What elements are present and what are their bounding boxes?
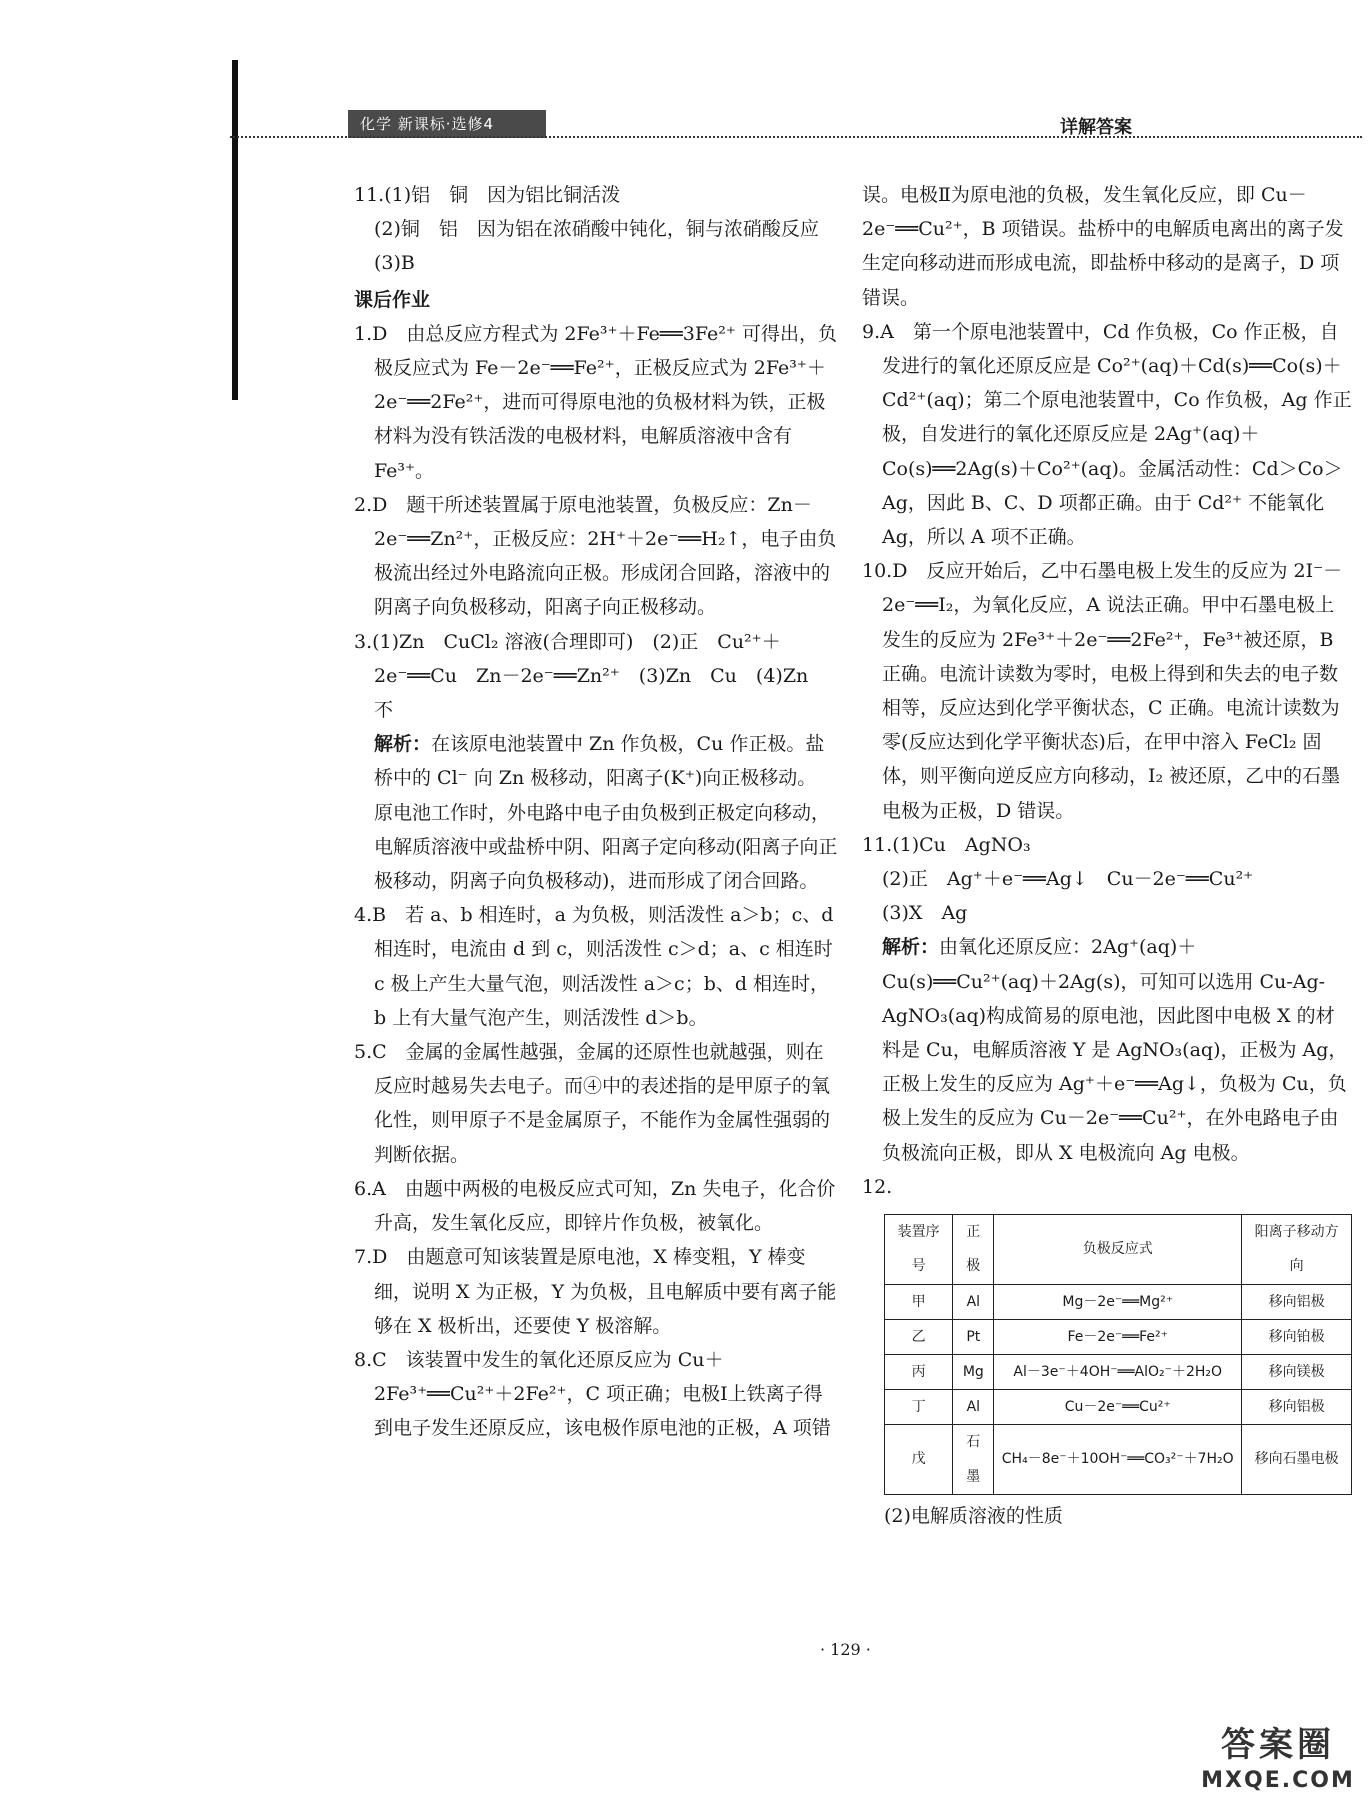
table-cell: 甲: [885, 1284, 953, 1319]
answer-line: (1)铝 铜 因为铝比铜活泼: [384, 184, 621, 206]
table-cell: 石墨: [953, 1425, 994, 1494]
table-cell: 移向镁极: [1242, 1354, 1352, 1389]
answer-number: 6.: [354, 1177, 373, 1200]
answer-text: (1)Zn CuCl₂ 溶液(合理即可) (2)正 Cu²⁺＋2e⁻══Cu Zn－2e⁻══Zn²⁺ (3)Zn Cu (4)Zn 不: [372, 630, 828, 722]
answer-line: (3)X Ag: [882, 902, 968, 925]
table-row: [885, 1425, 1352, 1494]
header-dotted-rule: [230, 136, 1362, 138]
table-header: 阳离子移动方向: [1242, 1215, 1352, 1284]
answer-11: [862, 828, 1352, 862]
answer-9: [862, 315, 1352, 554]
header-title: 详解答案: [1060, 117, 1132, 138]
analysis-text: 由氧化还原反应：2Ag⁺(aq)＋Cu(s)══Cu²⁺(aq)＋2Ag(s)，可知可以选用 Cu-Ag-AgNO₃(aq)构成简易的原电池，因此图中电极 X 的材料是 Cu，电解质溶液 Y 是 AgNO₃(aq)，正极为 Ag，正极上发生的反应为 Ag⁺＋e⁻══Ag↓，负极为 Cu，负极上发生的反应为 Cu－2e⁻══Cu²⁺，在外电路电子由负极流向正极，即从 X 电极流向 Ag 电极。: [882, 936, 1348, 1164]
answer-text: (1)Cu AgNO₃: [892, 833, 1031, 856]
table-header: 正极: [953, 1215, 994, 1284]
answer-8-continued: 误。电极Ⅱ为原电池的负极，发生氧化反应，即 Cu－2e⁻══Cu²⁺，B 项错误。盐桥中的电解质电离出的离子发生定向移动进而形成电流，即盐桥中移动的是离子，D 项错误。: [862, 184, 1344, 309]
table-cell: Pt: [953, 1319, 994, 1354]
answer-5: [354, 1035, 838, 1172]
table-cell: Mg: [953, 1354, 994, 1389]
table-header: 装置序号: [885, 1215, 953, 1284]
answer-table-wrapper: [884, 1214, 1352, 1495]
table-cell: Cu－2e⁻══Cu²⁺: [994, 1390, 1242, 1425]
answer-8: [354, 1343, 838, 1446]
table-cell: Al: [953, 1390, 994, 1425]
analysis-text: 在该原电池装置中 Zn 作负极，Cu 作正极。盐桥中的 Cl⁻ 向 Zn 极移动，阳离子(K⁺)向正极移动。: [374, 733, 825, 790]
binding-spine-line: [232, 60, 238, 400]
analysis-paragraph: [374, 727, 838, 795]
table-cell: 移向石墨电极: [1242, 1425, 1352, 1494]
left-column: [354, 178, 838, 1446]
table-cell: 丙: [885, 1354, 953, 1389]
answer-line: (2)正 Ag⁺＋e⁻══Ag↓ Cu－2e⁻══Cu²⁺: [882, 868, 1254, 891]
answer-4: [354, 898, 838, 1035]
table-cell: 乙: [885, 1319, 953, 1354]
answer-number: 12.: [862, 1175, 893, 1198]
table-cell: 戊: [885, 1425, 953, 1494]
answer-text: D 由总反应方程式为 2Fe³⁺＋Fe══3Fe²⁺ 可得出，负极反应式为 Fe－2e⁻══Fe²⁺，正极反应式为 2Fe³⁺＋2e⁻══2Fe²⁺，进而可得原电池的负极材料为铁，正极材料为没有铁活泼的电极材料，电解质溶液中含有 Fe³⁺。: [372, 322, 837, 482]
table-header: 负极反应式: [994, 1215, 1242, 1284]
table-cell: 丁: [885, 1390, 953, 1425]
table-row: [885, 1390, 1352, 1425]
table-header-row: [885, 1215, 1352, 1284]
watermark-url: MXQE.COM: [1201, 1768, 1355, 1793]
page-number: · 129 ·: [820, 1640, 871, 1659]
table-row: [885, 1354, 1352, 1389]
answer-text: D 由题意可知该装置是原电池，X 棒变粗，Y 棒变细，说明 X 为正极，Y 为负极，且电解质中要有离子能够在 X 极析出，还要使 Y 极溶解。: [372, 1246, 837, 1337]
answer-number: 8.: [354, 1348, 373, 1371]
answer-number: 9.: [862, 320, 881, 343]
table-cell: Al: [953, 1284, 994, 1319]
answer-3: [354, 625, 838, 728]
answer-line: (3)B: [374, 252, 415, 275]
answer-table: [884, 1214, 1352, 1495]
analysis-label: 解析：: [374, 733, 432, 756]
answer-text: B 若 a、b 相连时，a 为负极，则活泼性 a＞b；c、d 相连时，电流由 d 到 c，则活泼性 c＞d；a、c 相连时 c 极上产生大量气泡，则活泼性 a＞c；b、d 相连时，b 上有大量气泡产生，则活泼性 d＞b。: [372, 904, 834, 1029]
answer-text: A 第一个原电池装置中，Cd 作负极，Co 作正极，自发进行的氧化还原反应是 Co²⁺(aq)＋Cd(s)══Co(s)＋Cd²⁺(aq)；第二个原电池装置中，Co 作负极，Ag 作正极，自发进行的氧化还原反应是 2Ag⁺(aq)＋Co(s)══2Ag(s)＋Co²⁺(aq)。金属活动性：Cd＞Co＞Ag，因此 B、C、D 项都正确。由于 Cd²⁺ 不能氧化 Ag，所以 A 项不正确。: [880, 320, 1352, 549]
answer-line: (2)铜 铝 因为铝在浓硝酸中钝化，铜与浓硝酸反应: [374, 218, 819, 241]
answer-number: 10.: [862, 560, 893, 583]
table-cell: 移向铝极: [1242, 1284, 1352, 1319]
site-watermark: [1190, 1722, 1366, 1796]
answer-text: C 该装置中发生的氧化还原反应为 Cu＋2Fe³⁺══Cu²⁺＋2Fe²⁺，C 项正确；电极Ⅰ上铁离子得到电子发生还原反应，该电极作原电池的正极，A 项错: [372, 1348, 831, 1440]
answer-number: 11.: [354, 184, 385, 206]
header-subject-tag: 化学 新课标·选修4: [348, 110, 546, 138]
answer-1: [354, 317, 838, 488]
table-row: [885, 1284, 1352, 1319]
answer-6: [354, 1172, 838, 1240]
answer-number: 2.: [354, 493, 373, 516]
table-cell: 移向铝极: [1242, 1390, 1352, 1425]
table-cell: Fe－2e⁻══Fe²⁺: [994, 1319, 1242, 1354]
answer-text: A 由题中两极的电极反应式可知，Zn 失电子，化合价升高，发生氧化反应，即锌片作负极，被氧化。: [372, 1177, 836, 1235]
answer-10: [862, 554, 1352, 828]
answer-number: 11.: [862, 833, 893, 856]
watermark-logo-text: 答案圈: [1221, 1725, 1335, 1765]
table-cell: 移向铂极: [1242, 1319, 1352, 1354]
right-column: [862, 178, 1352, 1533]
answer-11-prev: [354, 178, 838, 212]
answer-number: 1.: [354, 322, 373, 345]
table-cell: Mg－2e⁻══Mg²⁺: [994, 1284, 1242, 1319]
answer-text: D 反应开始后，乙中石墨电极上发生的反应为 2I⁻－2e⁻══I₂，为氧化反应，A 说法正确。甲中石墨电极上发生的反应为 2Fe³⁺＋2e⁻══2Fe²⁺，Fe³⁺被还原，B 正确。电流计读数为零时，电极上得到和失去的电子数相等，反应达到化学平衡状态，C 正确。电流计读数为零(反应达到化学平衡状态)后，在甲中溶入 FeCl₂ 固体，则平衡向逆反应方向移动，I₂ 被还原，乙中的石墨电极为正极，D 错误。: [882, 560, 1343, 822]
answer-text: D 题干所述装置属于原电池装置，负极反应：Zn－2e⁻══Zn²⁺，正极反应：2H⁺＋2e⁻══H₂↑，电子由负极流出经过外电路流向正极。形成闭合回路，溶液中的阴离子向负极移动，阳离子向正极移动。: [372, 493, 837, 619]
analysis-label: 解析：: [882, 936, 940, 959]
table-row: [885, 1319, 1352, 1354]
analysis-extra: 原电池工作时，外电路中电子由负极到正极定向移动，电解质溶液中或盐桥中阴、阳离子定向移动(阳离子向正极移动，阴离子向负极移动)，进而形成了闭合回路。: [374, 801, 838, 893]
table-caption: (2)电解质溶液的性质: [884, 1504, 1063, 1527]
answer-12: [862, 1170, 1352, 1204]
answer-number: 3.: [354, 630, 373, 653]
answer-7: [354, 1240, 838, 1343]
answer-text: C 金属的金属性越强，金属的还原性也就越强，则在反应时越易失去电子。而④中的表述指的是甲原子的氧化性，则甲原子不是金属原子，不能作为金属性强弱的判断依据。: [372, 1041, 831, 1166]
answer-number: 4.: [354, 904, 373, 927]
table-cell: Al－3e⁻＋4OH⁻══AlO₂⁻＋2H₂O: [994, 1354, 1242, 1389]
answer-number: 7.: [354, 1246, 373, 1269]
table-cell: CH₄－8e⁻＋10OH⁻══CO₃²⁻＋7H₂O: [994, 1425, 1242, 1494]
analysis-paragraph: [882, 930, 1352, 1169]
answer-number: 5.: [354, 1041, 373, 1064]
answer-2: [354, 488, 838, 625]
section-heading: 课后作业: [354, 288, 431, 311]
